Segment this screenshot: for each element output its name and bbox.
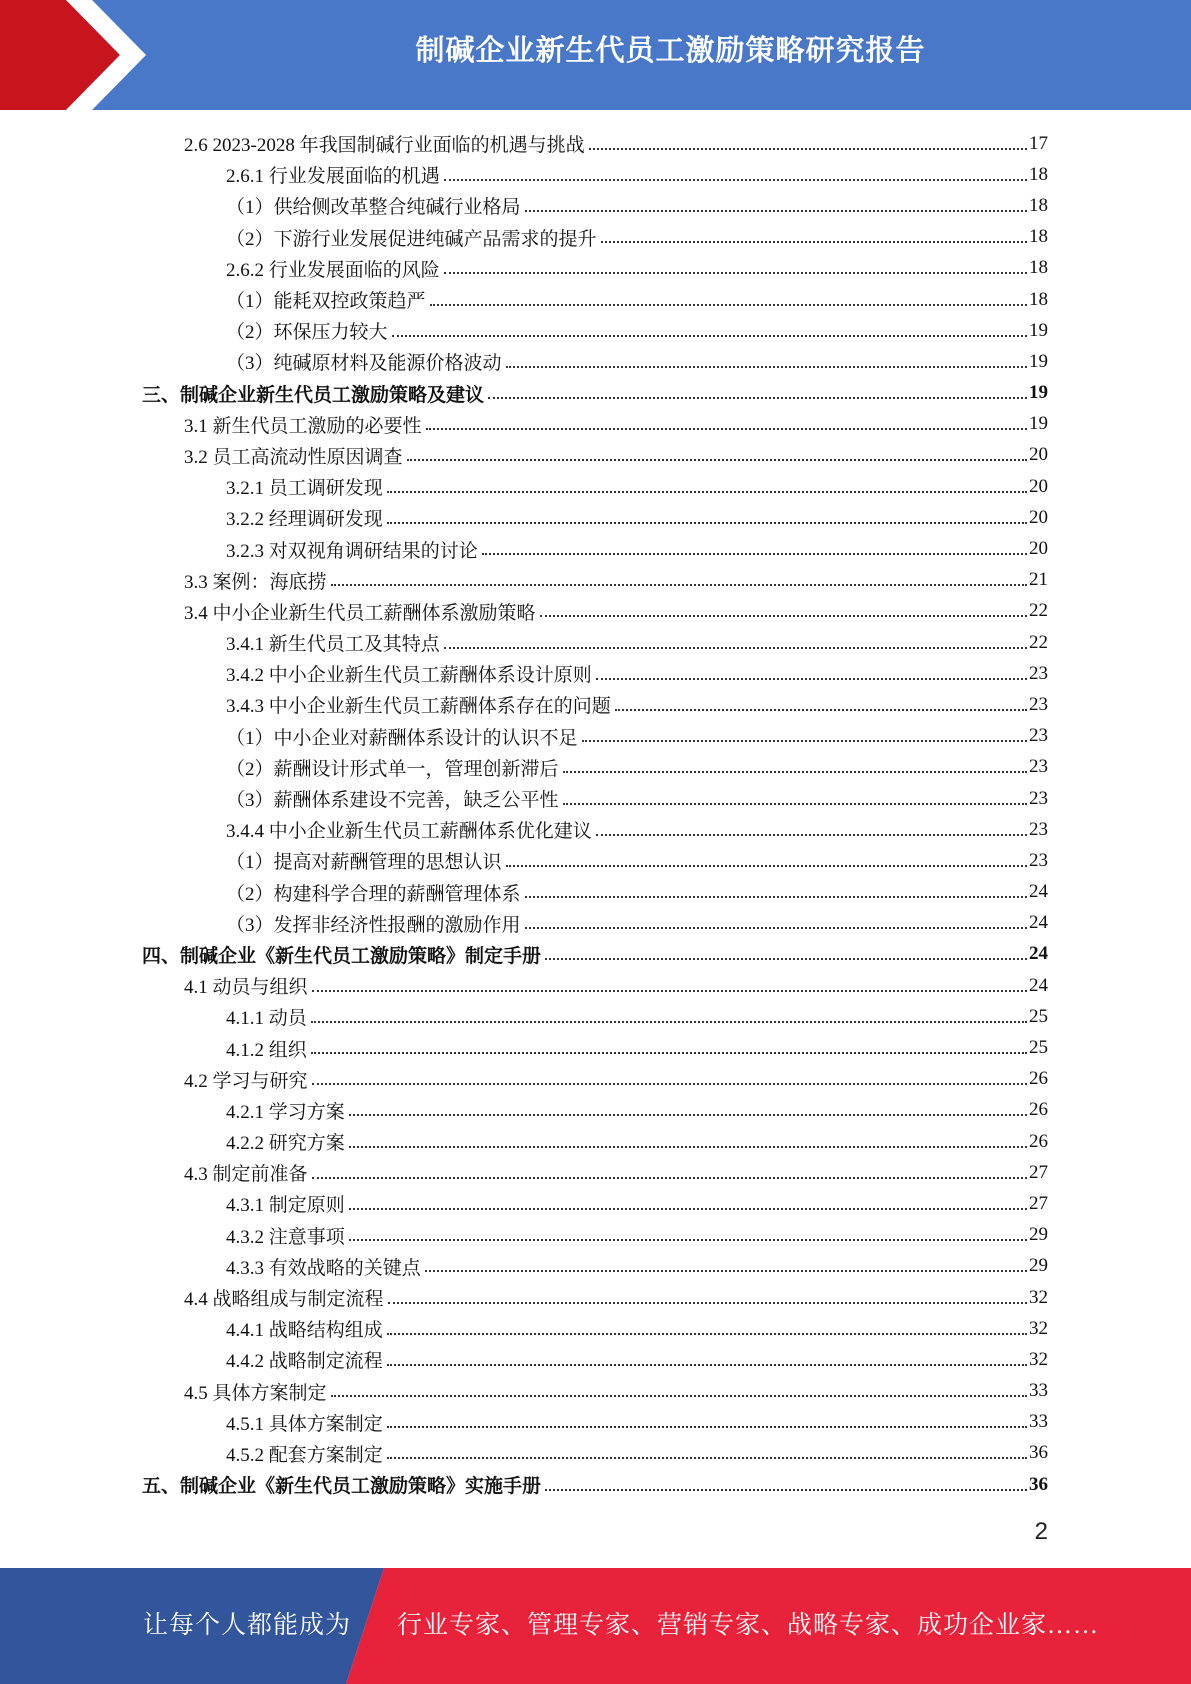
toc-entry-title: （2）构建科学合理的薪酬管理体系	[226, 883, 521, 905]
report-title: 制碱企业新生代员工激励策略研究报告	[415, 33, 926, 67]
toc-entry[interactable]	[0, 378, 1048, 409]
toc-entry-title: （2）下游行业发展促进纯碱产品需求的提升	[226, 228, 597, 250]
toc-entry[interactable]	[0, 689, 1048, 720]
toc-entry-title: 3.4.1 新生代员工及其特点	[226, 634, 440, 656]
toc-dot-leader	[387, 491, 1027, 493]
toc-entry[interactable]	[0, 908, 1048, 939]
toc-entry-page: 20	[1029, 506, 1048, 528]
toc-entry-page: 24	[1029, 881, 1048, 903]
toc-entry-title: 2.6 2023-2028 年我国制碱行业面临的机遇与挑战	[184, 135, 585, 157]
toc-dot-leader	[444, 179, 1027, 181]
toc-entry[interactable]	[0, 533, 1048, 564]
toc-entry[interactable]	[0, 1344, 1048, 1375]
toc-dot-leader	[331, 584, 1027, 586]
toc-entry-page: 33	[1029, 1411, 1048, 1433]
toc-entry-title: 3.3 案例：海底捞	[184, 571, 327, 593]
footer-slogan-left: 让每个人都能成为	[143, 1612, 352, 1639]
toc-entry-page: 18	[1029, 257, 1048, 279]
toc-entry-title: 3.2.2 经理调研发现	[226, 509, 383, 531]
toc-dot-leader	[387, 1364, 1027, 1366]
toc-entry-page: 19	[1029, 319, 1048, 341]
toc-entry-title: （1）供给侧改革整合纯碱行业格局	[226, 197, 521, 219]
toc-entry[interactable]	[0, 939, 1048, 970]
toc-dot-leader	[312, 1083, 1027, 1085]
toc-entry-title: 4.3 制定前准备	[184, 1164, 308, 1186]
toc-dot-leader	[444, 272, 1027, 274]
toc-entry[interactable]	[0, 1220, 1048, 1251]
toc-dot-leader	[430, 304, 1027, 306]
toc-entry-title: 五、制碱企业《新生代员工激励策略》实施手册	[142, 1476, 542, 1498]
toc-dot-leader	[312, 990, 1027, 992]
toc-entry[interactable]	[0, 128, 1048, 159]
toc-entry[interactable]	[0, 783, 1048, 814]
toc-entry-page: 22	[1029, 600, 1048, 622]
toc-entry-page: 32	[1029, 1286, 1048, 1308]
toc-entry-title: 4.3.2 注意事项	[226, 1226, 345, 1248]
toc-entry-page: 24	[1029, 943, 1048, 965]
toc-entry-title: （1）提高对薪酬管理的思想认识	[226, 852, 502, 874]
toc-entry-page: 18	[1029, 226, 1048, 248]
toc-entry-title: 4.2.2 研究方案	[226, 1133, 345, 1155]
toc-dot-leader	[387, 522, 1027, 524]
toc-entry-title: 4.4.2 战略制定流程	[226, 1351, 383, 1373]
toc-entry-title: （1）能耗双控政策趋严	[226, 291, 426, 313]
toc-entry-title: 3.2.1 员工调研发现	[226, 478, 383, 500]
toc-dot-leader	[311, 1052, 1027, 1054]
toc-entry-page: 18	[1029, 163, 1048, 185]
toc-dot-leader	[387, 1426, 1027, 1428]
toc-entry-title: （3）薪酬体系建设不完善，缺乏公平性	[226, 790, 559, 812]
toc-entry-page: 18	[1029, 288, 1048, 310]
toc-entry-title: 4.3.3 有效战略的关键点	[226, 1257, 421, 1279]
toc-entry-page: 23	[1029, 725, 1048, 747]
toc-entry[interactable]	[0, 845, 1048, 876]
toc-dot-leader	[596, 678, 1027, 680]
toc-dot-leader	[545, 1489, 1027, 1491]
toc-entry-title: 3.4.2 中小企业新生代员工薪酬体系设计原则	[226, 665, 592, 687]
toc-entry-title: 3.2 员工高流动性原因调查	[184, 446, 403, 468]
toc-dot-leader	[388, 1302, 1027, 1304]
toc-dot-leader	[482, 553, 1027, 555]
page-footer	[0, 1568, 1191, 1684]
toc-dot-leader	[311, 1021, 1027, 1023]
toc-dot-leader	[349, 1239, 1027, 1241]
toc-dot-leader	[349, 1146, 1027, 1148]
toc-entry-page: 19	[1029, 382, 1048, 404]
toc-entry[interactable]	[0, 721, 1048, 752]
toc-entry[interactable]	[0, 1376, 1048, 1407]
toc-dot-leader	[525, 927, 1027, 929]
toc-entry-title: 4.5.1 具体方案制定	[226, 1413, 383, 1435]
toc-entry[interactable]	[0, 471, 1048, 502]
toc-entry-page: 27	[1029, 1192, 1048, 1214]
toc-entry-title: 4.2 学习与研究	[184, 1070, 308, 1092]
toc-entry-page: 23	[1029, 787, 1048, 809]
toc-dot-leader	[563, 771, 1027, 773]
toc-entry-title: 3.4.4 中小企业新生代员工薪酬体系优化建议	[226, 821, 592, 843]
toc-dot-leader	[407, 459, 1027, 461]
toc-entry-page: 18	[1029, 194, 1048, 216]
toc-entry-title: 4.4.1 战略结构组成	[226, 1320, 383, 1342]
toc-entry[interactable]	[0, 1126, 1048, 1157]
toc-entry-page: 20	[1029, 475, 1048, 497]
page-number: 2	[1034, 1518, 1048, 1545]
toc-dot-leader	[387, 1457, 1027, 1459]
toc-entry-page: 27	[1029, 1161, 1048, 1183]
toc-entry[interactable]	[0, 1469, 1048, 1500]
toc-entry[interactable]	[0, 222, 1048, 253]
toc-entry[interactable]	[0, 1438, 1048, 1469]
toc-entry[interactable]	[0, 565, 1048, 596]
toc-entry-page: 26	[1029, 1068, 1048, 1090]
toc-entry-page: 26	[1029, 1130, 1048, 1152]
toc-entry-page: 21	[1029, 569, 1048, 591]
toc-entry[interactable]	[0, 190, 1048, 221]
toc-dot-leader	[488, 397, 1027, 399]
toc-dot-leader	[596, 834, 1027, 836]
toc-dot-leader	[563, 803, 1027, 805]
toc-entry[interactable]	[0, 1064, 1048, 1095]
toc-dot-leader	[601, 241, 1027, 243]
toc-entry[interactable]	[0, 159, 1048, 190]
page-header	[0, 0, 1191, 110]
toc-entry[interactable]	[0, 1313, 1048, 1344]
toc-dot-leader	[425, 1270, 1027, 1272]
toc-entry-title: 4.1.2 组织	[226, 1039, 307, 1061]
toc-entry[interactable]	[0, 315, 1048, 346]
toc-entry-page: 25	[1029, 1005, 1048, 1027]
toc-entry-page: 20	[1029, 538, 1048, 560]
toc-entry-page: 32	[1029, 1317, 1048, 1339]
toc-entry[interactable]	[0, 627, 1048, 658]
toc-entry[interactable]	[0, 814, 1048, 845]
toc-entry[interactable]	[0, 440, 1048, 471]
toc-dot-leader	[506, 366, 1027, 368]
toc-entry-title: 4.1 动员与组织	[184, 977, 308, 999]
toc-entry[interactable]	[0, 596, 1048, 627]
toc-entry[interactable]	[0, 1188, 1048, 1219]
toc-entry-page: 24	[1029, 974, 1048, 996]
toc-entry-page: 23	[1029, 849, 1048, 871]
toc-dot-leader	[392, 335, 1027, 337]
toc-entry-title: 2.6.1 行业发展面临的机遇	[226, 166, 440, 188]
toc-entry[interactable]	[0, 752, 1048, 783]
toc-entry-title: 三、制碱企业新生代员工激励策略及建议	[142, 384, 485, 406]
toc-entry-title: 4.5 具体方案制定	[184, 1382, 327, 1404]
toc-entry-page: 26	[1029, 1099, 1048, 1121]
toc-dot-leader	[331, 1395, 1027, 1397]
toc-entry-page: 19	[1029, 413, 1048, 435]
toc-entry-page: 36	[1029, 1473, 1048, 1495]
toc-entry-title: 4.4 战略组成与制定流程	[184, 1289, 384, 1311]
toc-entry[interactable]	[0, 502, 1048, 533]
toc-entry[interactable]	[0, 1251, 1048, 1282]
toc-dot-leader	[349, 1208, 1027, 1210]
toc-entry-title: 4.3.1 制定原则	[226, 1195, 345, 1217]
toc-entry[interactable]	[0, 284, 1048, 315]
toc-entry-title: （3）发挥非经济性报酬的激励作用	[226, 914, 521, 936]
toc-entry[interactable]	[0, 1407, 1048, 1438]
toc-entry-page: 22	[1029, 631, 1048, 653]
toc-entry-page: 29	[1029, 1224, 1048, 1246]
toc-entry-title: 四、制碱企业《新生代员工激励策略》制定手册	[142, 945, 542, 967]
toc-entry-page: 23	[1029, 756, 1048, 778]
toc-entry-page: 29	[1029, 1255, 1048, 1277]
toc-entry-page: 32	[1029, 1348, 1048, 1370]
toc-entry[interactable]	[0, 658, 1048, 689]
toc-entry[interactable]	[0, 970, 1048, 1001]
toc-dot-leader	[589, 148, 1027, 150]
toc-entry-title: （1）中小企业对薪酬体系设计的认识不足	[226, 727, 578, 749]
toc-dot-leader	[426, 428, 1027, 430]
toc-entry-page: 33	[1029, 1380, 1048, 1402]
toc-dot-leader	[615, 709, 1027, 711]
toc-dot-leader	[312, 1177, 1027, 1179]
toc-entry-title: 4.1.1 动员	[226, 1008, 307, 1030]
toc-dot-leader	[525, 210, 1027, 212]
toc-entry-page: 17	[1029, 132, 1048, 154]
toc-entry-title: 4.2.1 学习方案	[226, 1101, 345, 1123]
toc-entry[interactable]	[0, 1095, 1048, 1126]
toc-entry[interactable]	[0, 1282, 1048, 1313]
toc-entry-title: 3.4 中小企业新生代员工薪酬体系激励策略	[184, 602, 536, 624]
footer-slogan-right: 行业专家、管理专家、营销专家、战略专家、成功企业家……	[397, 1612, 1100, 1639]
toc-entry[interactable]	[0, 253, 1048, 284]
toc-entry[interactable]	[0, 1032, 1048, 1063]
toc-entry-page: 24	[1029, 912, 1048, 934]
toc-entry-page: 20	[1029, 444, 1048, 466]
table-of-contents	[0, 128, 1191, 1500]
toc-entry-title: （2）环保压力较大	[226, 322, 388, 344]
toc-dot-leader	[540, 615, 1027, 617]
toc-entry[interactable]	[0, 1001, 1048, 1032]
toc-entry[interactable]	[0, 1157, 1048, 1188]
toc-entry-page: 25	[1029, 1037, 1048, 1059]
toc-dot-leader	[506, 865, 1027, 867]
toc-entry-page: 36	[1029, 1442, 1048, 1464]
toc-dot-leader	[525, 896, 1027, 898]
toc-entry-page: 19	[1029, 350, 1048, 372]
toc-dot-leader	[349, 1114, 1027, 1116]
toc-entry-title: （3）纯碱原材料及能源价格波动	[226, 353, 502, 375]
toc-dot-leader	[444, 647, 1027, 649]
toc-entry-title: 3.2.3 对双视角调研结果的讨论	[226, 540, 478, 562]
toc-entry-title: （2）薪酬设计形式单一，管理创新滞后	[226, 758, 559, 780]
toc-entry-title: 3.4.3 中小企业新生代员工薪酬体系存在的问题	[226, 696, 611, 718]
toc-entry[interactable]	[0, 409, 1048, 440]
toc-entry[interactable]	[0, 877, 1048, 908]
toc-entry-page: 23	[1029, 693, 1048, 715]
toc-entry-title: 2.6.2 行业发展面临的风险	[226, 259, 440, 281]
toc-entry-page: 23	[1029, 818, 1048, 840]
toc-entry-page: 23	[1029, 662, 1048, 684]
toc-dot-leader	[387, 1333, 1027, 1335]
toc-entry-title: 4.5.2 配套方案制定	[226, 1444, 383, 1466]
toc-entry-title: 3.1 新生代员工激励的必要性	[184, 415, 422, 437]
toc-dot-leader	[582, 740, 1027, 742]
toc-entry[interactable]	[0, 346, 1048, 377]
toc-dot-leader	[545, 958, 1027, 960]
